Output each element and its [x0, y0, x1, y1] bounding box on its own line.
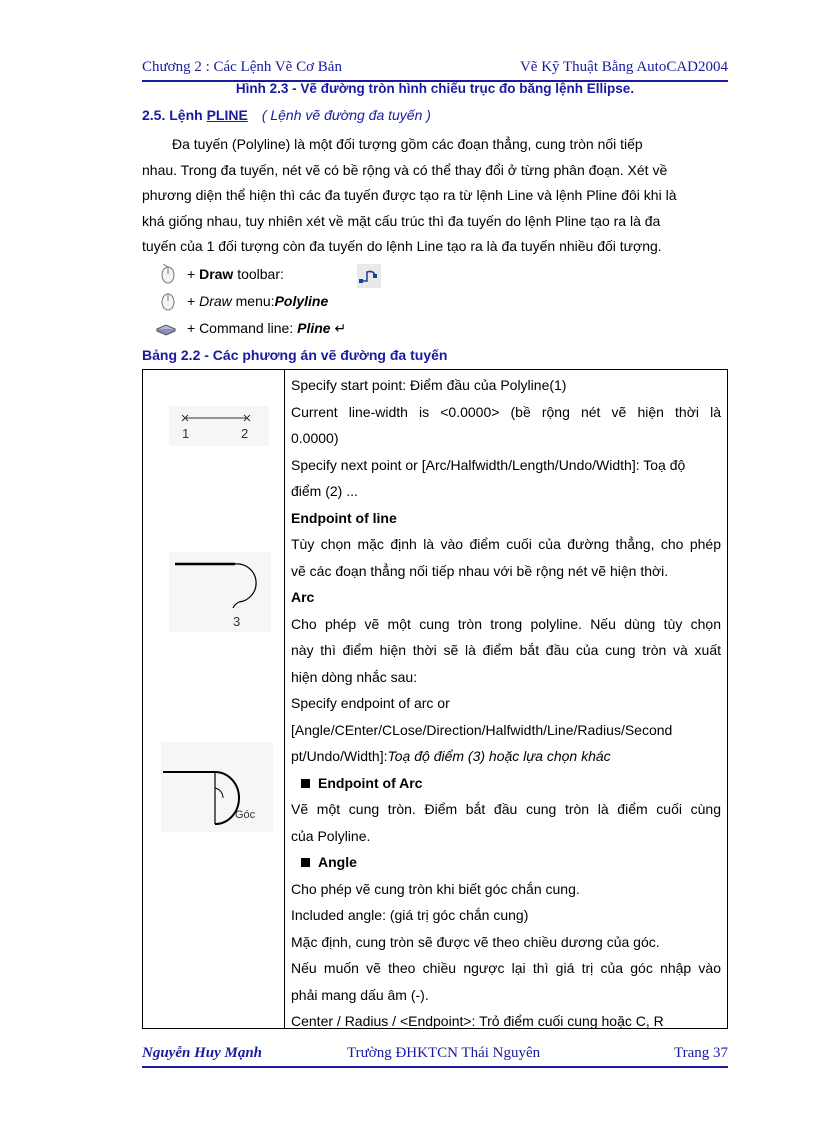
table-line: Cho phép vẽ một cung tròn trong polyline. Nếu dùng tùy chọn: [291, 615, 721, 632]
pline-toolbar-icon: [357, 264, 381, 288]
footer-author: Nguyễn Huy Mạnh: [142, 1045, 263, 1061]
section-prefix: 2.5. Lệnh: [142, 107, 207, 123]
table-title: Bảng 2.2 - Các phương án vẽ đường đa tuyến: [142, 347, 448, 363]
paragraph-line: tuyến của 1 đối tượng còn đa tuyến do lệnh Line tạo ra là đa tuyến nhiều đối tượng.: [142, 238, 662, 254]
option-heading: Arc: [291, 589, 315, 605]
option-heading: Endpoint of line: [291, 509, 397, 526]
table-line: điểm (2) ...: [291, 483, 358, 499]
table-line: vẽ các đoạn thẳng nối tiếp nhau với bề rộng nét vẽ hiện thời.: [291, 562, 669, 579]
table-line: Specify next point or [Arc/Halfwidth/Length/Undo/Width]: Toạ độ: [291, 456, 686, 473]
figure-label: 2: [241, 426, 249, 441]
table-line: phải mang dấu âm (-).: [291, 986, 429, 1003]
table-line: này thì điểm hiện thời sẽ là điểm bắt đầu của cung tròn và xuất: [291, 642, 721, 658]
table-line: Nếu muốn vẽ theo chiều ngược lại thì giá trị của góc nhập vào: [291, 960, 721, 976]
mouse-icon: [160, 264, 176, 284]
bullet-square-icon: [301, 858, 310, 867]
figure-caption: Hình 2.3 - Vẽ đường tròn hình chiếu trục đo bằng lệnh Ellipse.: [235, 81, 635, 96]
table-line: Tùy chọn mặc định là vào điểm cuối của đường thẳng, cho phép: [291, 536, 721, 552]
table-line: pt/Undo/Width]:Toạ độ điểm (3) hoặc lựa chọn khác: [291, 748, 611, 764]
figure-label: Góc: [235, 809, 256, 821]
access-toolbar-name: Draw: [199, 266, 234, 282]
section-subtitle: ( Lệnh vẽ đường đa tuyến ): [261, 107, 431, 123]
table-line: Mặc định, cung tròn sẽ được vẽ theo chiều dương của góc.: [291, 933, 660, 950]
figure-line-arc: [169, 552, 271, 632]
figure-line-segment: [169, 406, 269, 446]
figure-angle-arc: [161, 742, 273, 832]
intro-paragraph: [142, 132, 728, 260]
table-line: Center / Radius / <Endpoint>: Trỏ điểm cuối cung hoặc C, R: [291, 1013, 664, 1029]
header-chapter: Chương 2 : Các Lệnh Vẽ Cơ Bản: [142, 59, 342, 75]
footer-page-number: Trang 37: [673, 1045, 728, 1061]
sub-option-heading: Angle: [291, 849, 721, 876]
page-header: [142, 58, 728, 82]
access-menu-item: Polyline: [274, 293, 329, 309]
mouse-icon: [160, 291, 176, 311]
paragraph-line: phương diện thể hiện thì các đa tuyến được tạo ra từ lệnh Line và lệnh Pline đôi khi là: [142, 187, 677, 203]
table-line: của Polyline.: [291, 827, 371, 844]
figure-label: 3: [233, 614, 241, 629]
table-line: Specify endpoint of arc or: [291, 695, 450, 711]
keyboard-icon: [156, 320, 176, 336]
access-command-name: Pline: [297, 320, 331, 336]
section-command: PLINE: [206, 107, 248, 123]
table-line: Cho phép vẽ cung tròn khi biết góc chắn cung.: [291, 880, 580, 897]
paragraph-line: Đa tuyến (Polyline) là một đối tượng gồm các đoạn thẳng, cung tròn nối tiếp: [172, 136, 643, 152]
table-divider: [284, 370, 285, 1028]
table-line: [Angle/CEnter/CLose/Direction/Halfwidth/Line/Radius/Second: [291, 721, 673, 738]
footer-school: Trường ĐHKTCN Thái Nguyên: [347, 1045, 541, 1061]
section-heading: [142, 107, 431, 123]
table-line: hiện dòng nhắc sau:: [291, 668, 418, 685]
header-book-title: Vẽ Kỹ Thuật Bằng AutoCAD2004: [519, 59, 728, 75]
paragraph-line: khá giống nhau, tuy nhiên xét về mặt cấu trúc thì đa tuyến do lệnh Pline tạo ra là đa: [142, 212, 661, 229]
table-line: 0.0000): [291, 430, 339, 446]
sub-option-heading: Endpoint of Arc: [291, 770, 721, 797]
table-line: Current line-width is <0.0000> (bề rộng nét vẽ hiện thời là: [291, 403, 721, 420]
pline-options-table: [142, 369, 728, 1029]
bullet-square-icon: [301, 779, 310, 788]
paragraph-line: nhau. Trong đa tuyến, nét vẽ có bề rộng và có thể thay đổi ở từng phân đoạn. Xét về: [142, 161, 668, 178]
table-line: Specify start point: Điểm đầu của Polyline(1): [291, 377, 567, 393]
page-footer: [142, 1044, 728, 1068]
table-line: Vẽ một cung tròn. Điểm bắt đầu cung tròn là điểm cuối cùng: [291, 801, 721, 817]
figure-label: 1: [182, 426, 190, 441]
table-line: Included angle: (giá trị góc chắn cung): [291, 907, 529, 923]
table-description: [291, 372, 721, 1035]
